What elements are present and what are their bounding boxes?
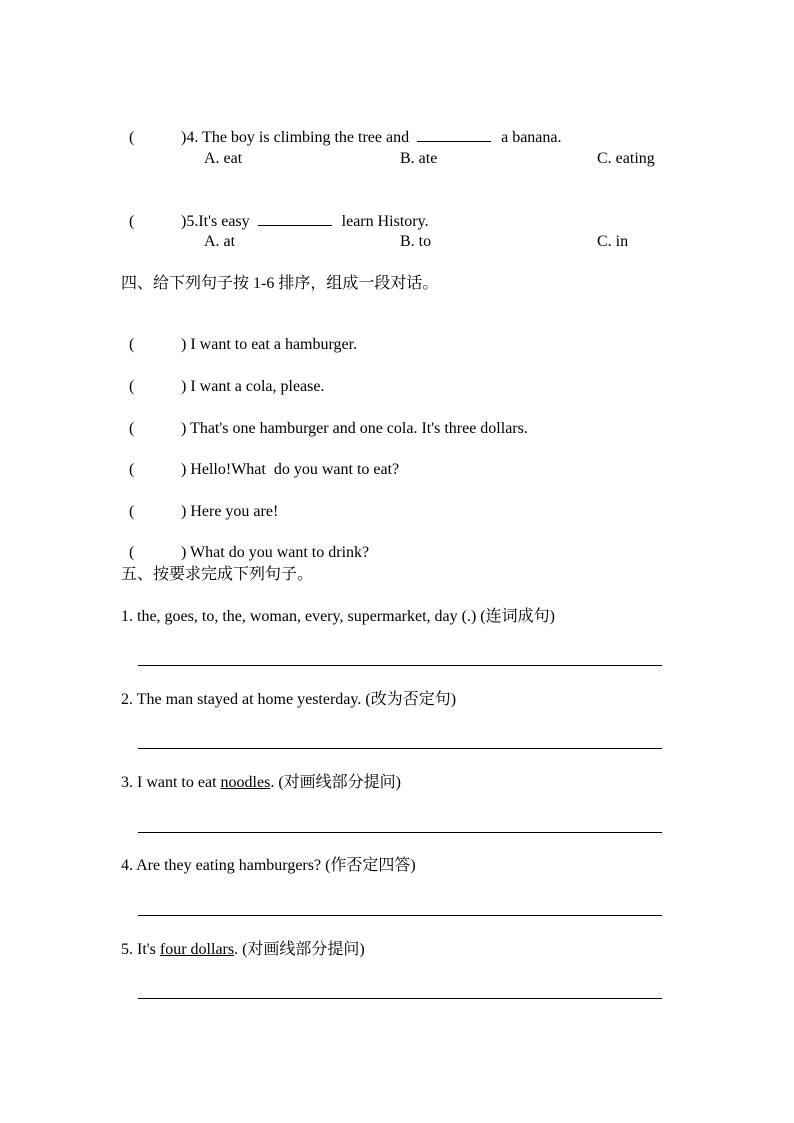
dialogue-item xyxy=(121,357,324,397)
fill-blank[interactable] xyxy=(417,127,491,142)
rewrite-question-5 xyxy=(121,940,365,960)
section-5-heading: 五、按要求完成下列句子。 xyxy=(121,566,314,583)
question-text: . (对画线部分提问) xyxy=(234,941,365,958)
option-a: A. at xyxy=(204,233,236,250)
dialogue-item xyxy=(121,523,369,563)
question-4 xyxy=(121,107,562,148)
dialogue-item xyxy=(121,440,399,480)
option-c: C. eating xyxy=(597,150,655,167)
dialogue-text: ) I want to eat a hamburger. xyxy=(181,336,358,353)
dialogue-item xyxy=(121,399,528,439)
question-text: 3. I want to eat xyxy=(121,774,221,791)
dialogue-item xyxy=(121,315,357,355)
option-c: C. in xyxy=(597,233,629,250)
dialogue-text: ) Here you are! xyxy=(181,503,279,520)
answer-line[interactable] xyxy=(138,998,662,999)
answer-bracket[interactable]: ( xyxy=(129,544,135,561)
rewrite-question-3 xyxy=(121,773,401,793)
option-b: B. to xyxy=(400,233,432,250)
answer-line[interactable] xyxy=(138,748,662,749)
dialogue-item xyxy=(121,482,278,522)
answer-bracket[interactable]: ( xyxy=(129,378,135,395)
underlined-word: noodles xyxy=(220,774,271,791)
rewrite-question-2: 2. The man stayed at home yesterday. (改为否定句) xyxy=(121,691,457,708)
answer-bracket: ( xyxy=(129,129,135,146)
dialogue-text: ) Hello!What do you want to eat? xyxy=(181,461,400,478)
section-4-heading: 四、给下列句子按 1-6 排序，组成一段对话。 xyxy=(121,275,439,292)
answer-line[interactable] xyxy=(138,665,662,666)
option-b: B. ate xyxy=(400,150,438,167)
question-4-stem: )4. The boy is climbing the tree and xyxy=(181,129,410,146)
answer-bracket[interactable]: ( xyxy=(129,420,135,437)
dialogue-text: ) That's one hamburger and one cola. It's three dollars. xyxy=(181,420,528,437)
question-text: . (对画线部分提问) xyxy=(270,774,401,791)
answer-bracket[interactable]: ( xyxy=(129,336,135,353)
question-text: 5. It's xyxy=(121,941,160,958)
answer-line[interactable] xyxy=(138,915,662,916)
rewrite-question-1: 1. the, goes, to, the, woman, every, supermarket, day (.) (连词成句) xyxy=(121,608,555,625)
question-5 xyxy=(121,191,429,232)
option-a: A. eat xyxy=(204,150,243,167)
answer-bracket[interactable]: ( xyxy=(129,503,135,520)
rewrite-question-4: 4. Are they eating hamburgers? (作否定四答) xyxy=(121,857,416,874)
answer-bracket[interactable]: ( xyxy=(129,461,135,478)
dialogue-text: ) I want a cola, please. xyxy=(181,378,325,395)
question-5-stem: )5.It's easy xyxy=(181,213,250,230)
fill-blank[interactable] xyxy=(258,211,332,226)
question-5-stem-end: learn History. xyxy=(341,213,429,230)
dialogue-text: ) What do you want to drink? xyxy=(181,544,370,561)
underlined-word: four dollars xyxy=(159,941,235,958)
answer-bracket: ( xyxy=(129,213,135,230)
answer-line[interactable] xyxy=(138,832,662,833)
question-4-stem-end: a banana. xyxy=(501,129,562,146)
